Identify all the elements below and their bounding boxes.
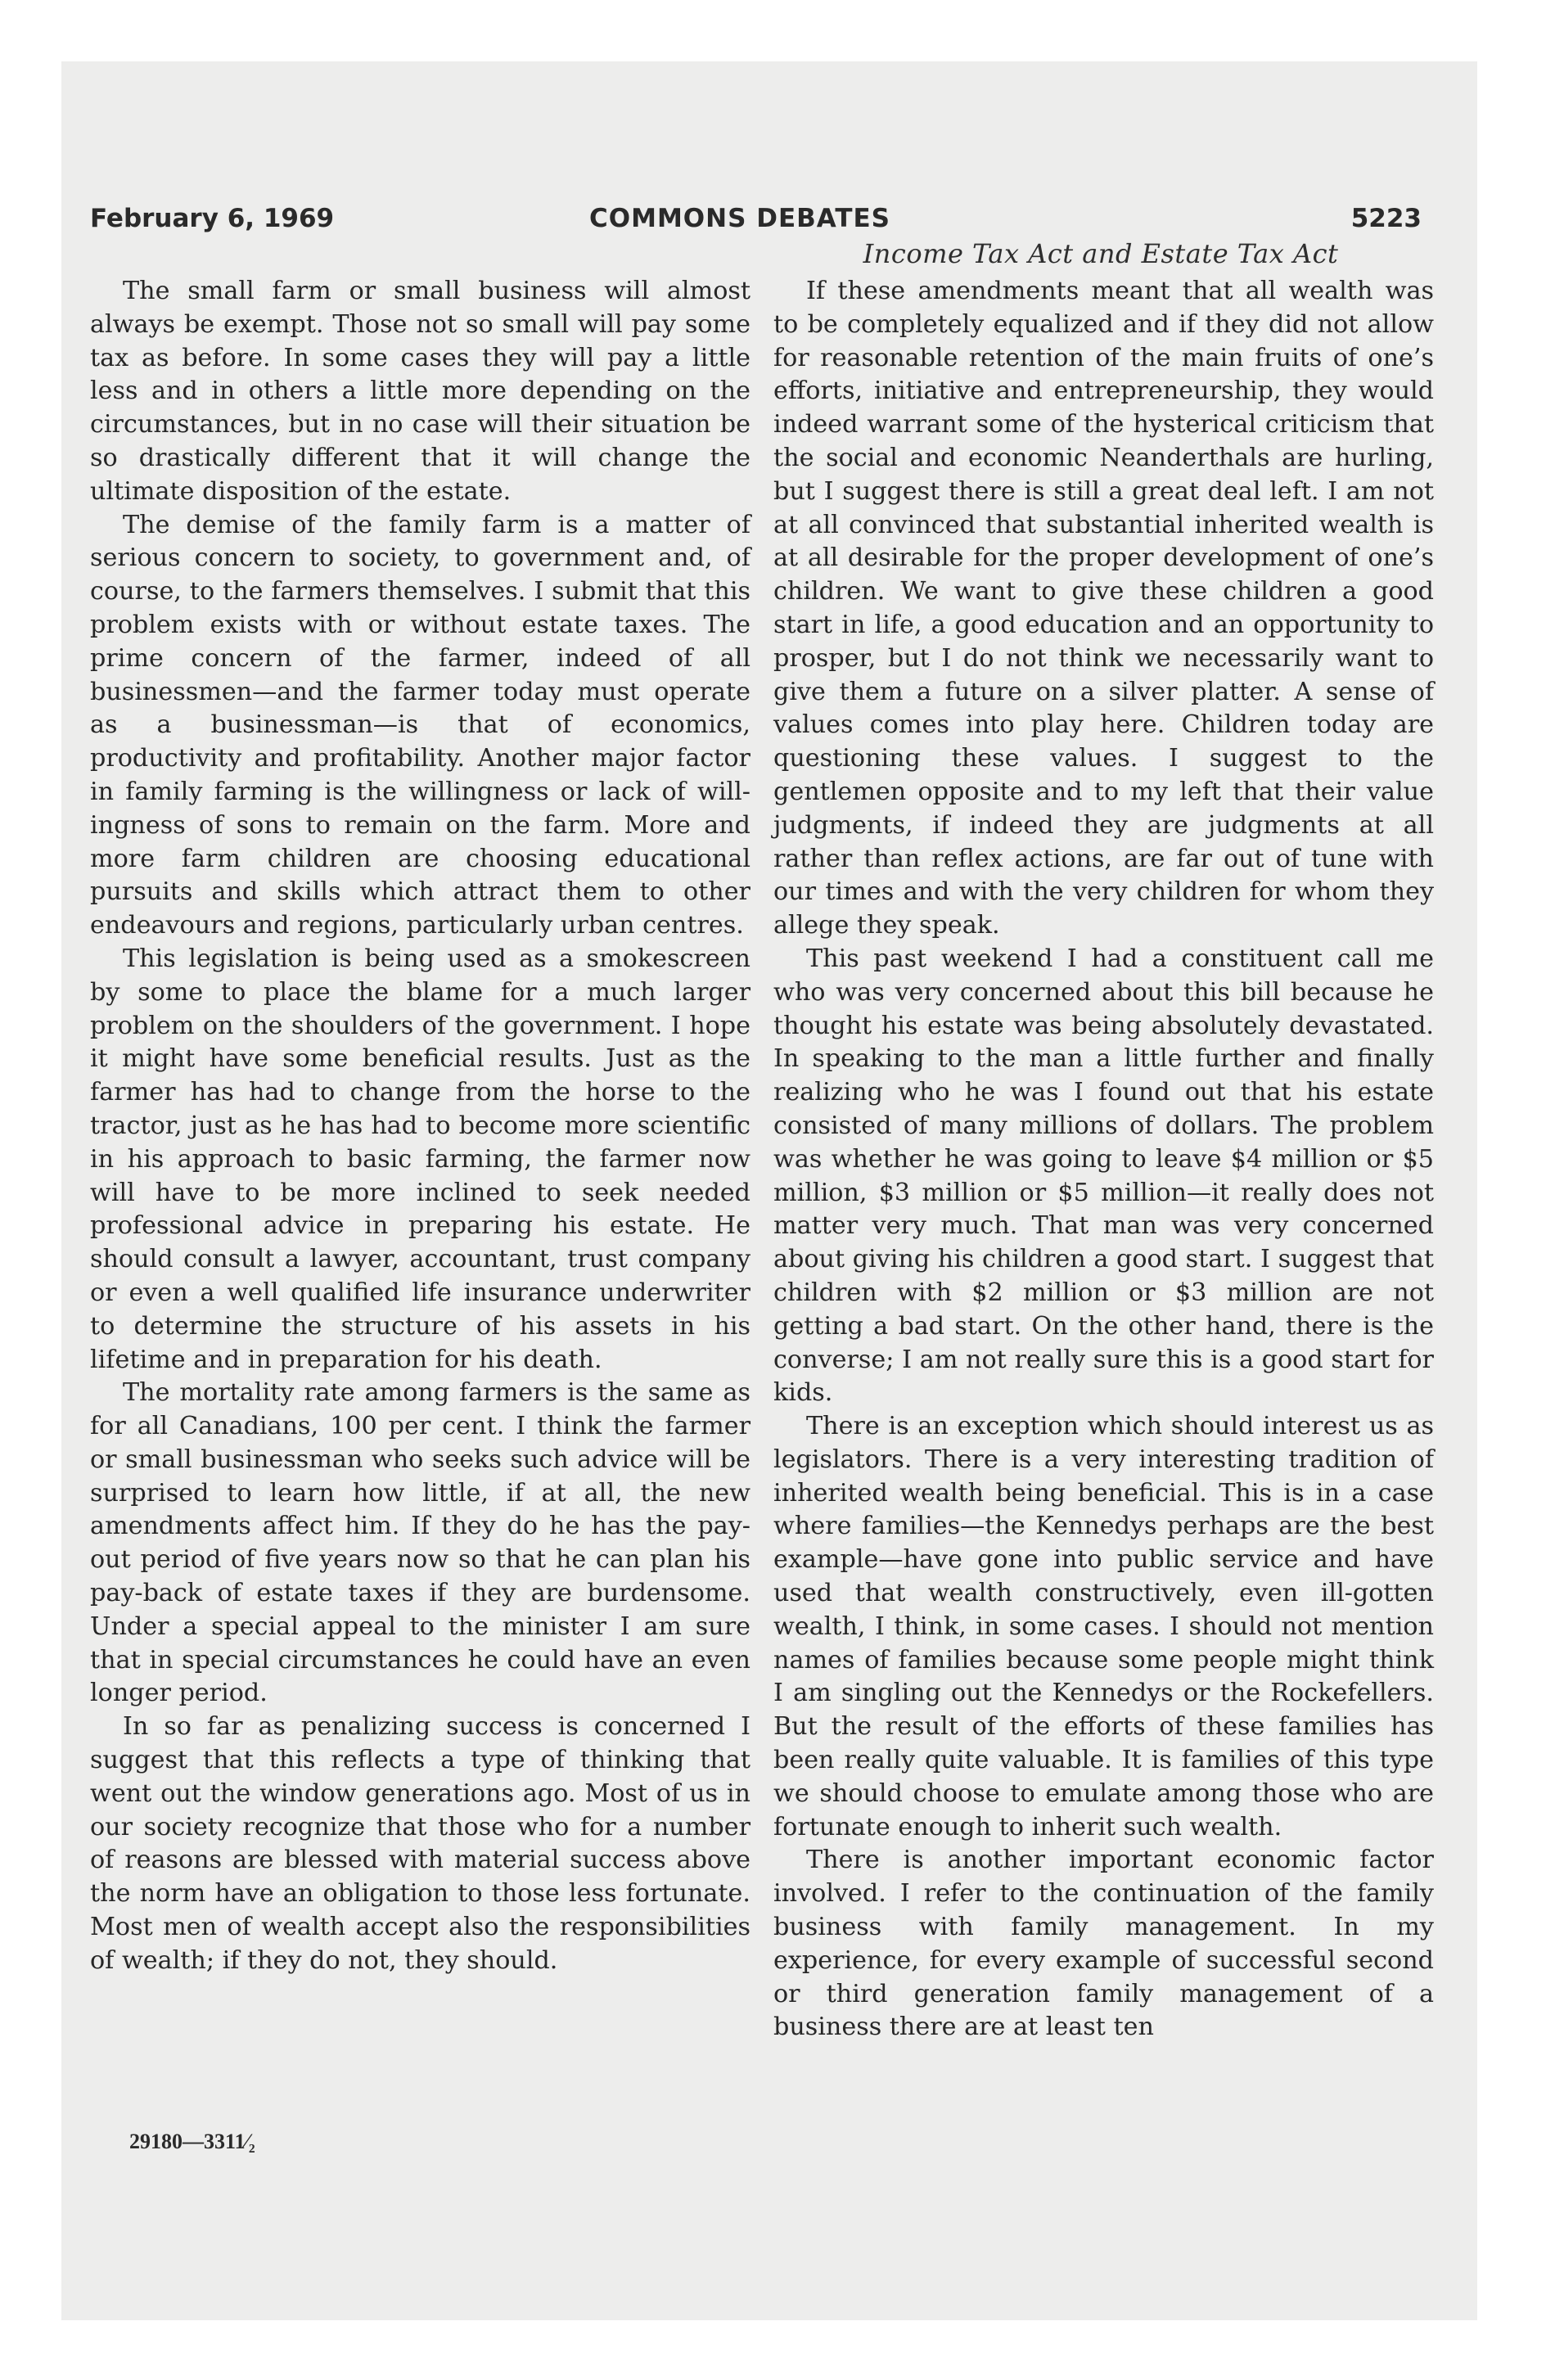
right-column xyxy=(773,275,1434,2044)
header-date: February 6, 1969 xyxy=(90,204,335,233)
paragraph: The demise of the family farm is a matter of serious concern to society, to government and, of course, to the farmers themselves. I submit that this problem exists with or without estate taxes. The prime concern of the farmer, indeed of all businessmen—and the farmer today must operate as a businessman—is that of economics, productivity and profitability. Another major factor in family farming is the willingness or lack of willingness of sons to remain on the farm. More and more farm children are choosing educational pursuits and skills which attract them to other endeavours and regions, particularly urban centres. xyxy=(90,510,750,940)
footer-print-code: 29180—3311⁄₂ xyxy=(129,2130,255,2153)
paragraph: This past weekend I had a constituent call me who was very concerned about this bill because he thought his estate was being absolutely devastated. In speaking to the man a little further and finally realizing who he was I found out that his estate consisted of many millions of dollars. The problem was whether he was going to leave $4 million or $5 million, $3 million or $5 million—it really does not matter very much. That man was very concerned about giving his children a good start. I suggest that children with $2 million or $3 million are not getting a bad start. On the other hand, there is the converse; I am not really sure this is a good start for kids. xyxy=(773,944,1434,1408)
left-column xyxy=(90,275,750,1978)
header-publication: COMMONS DEBATES xyxy=(589,204,890,233)
paragraph: This legislation is being used as a smokescreen by some to place the blame for a much larger problem on the shoulders of the government. I hope it might have some beneficial results. Just as the farmer has had to change from the horse to the tractor, just as he has had to become more scientific in his approach to basic farming, the farmer now will have to be more inclined to seek needed professional advice in preparing his estate. He should consult a lawyer, accountant, trust company or even a well qualified life insurance underwriter to determine the structure of his assets in his lifetime and in preparation for his death. xyxy=(90,944,750,1374)
paragraph: The mortality rate among farmers is the same as for all Canadians, 100 per cent. I think the farmer or small businessman who seeks such advice will be surprised to learn how little, if at all, the new amendments affect him. If they do he has the pay-out period of five years now so that he can plan his pay-back of estate taxes if they are burdensome. Under a special appeal to the minister I am sure that in special circumstances he could have an even longer period. xyxy=(90,1378,750,1708)
paragraph: There is another important economic factor involved. I refer to the continuation of the family business with family management. In my experience, for every example of successful second or third generation family management of a business there are at least ten xyxy=(773,1846,1434,2042)
header-page-number: 5223 xyxy=(1350,204,1422,233)
paragraph: There is an exception which should interest us as legislators. There is a very interesting tradition of inherited wealth being beneficial. This is in a case where families—the Kennedys perhaps are the best example—have gone into public service and have used that wealth constructively, even ill-gotten wealth, I think, in some cases. I should not mention names of families because some people might think I am singling out the Kennedys or the Rockefellers. But the result of the efforts of these families has been really quite valuable. It is families of this type we should choose to emulate among those who are fortunate enough to inherit such wealth. xyxy=(773,1412,1434,1841)
paragraph: In so far as penalizing success is concerned I suggest that this reflects a type of thinking that went out the window generations ago. Most of us in our society recognize that those who for a number of reasons are blessed with material success above the norm have an obligation to those less fortunate. Most men of wealth accept also the responsibilities of wealth; if they do not, they should. xyxy=(90,1712,750,1975)
paragraph: If these amendments meant that all wealth was to be completely equalized and if they did not allow for reasonable retention of the main fruits of one’s efforts, initiative and entrepreneurship, they would indeed warrant some of the hysterical criticism that the social and economic Neanderthals are hurling, but I suggest there is still a great deal left. I am not at all convinced that substantial inherited wealth is at all desirable for the proper development of one’s children. We want to give these children a good start in life, a good education and an opportunity to prosper, but I do not think we necessarily want to give them a future on a silver platter. A sense of values comes into play here. Children today are questioning these values. I suggest to the gentlemen opposite and to my left that their value judgments, if indeed they are judgments at all rather than reflex actions, are far out of tune with our times and with the very children for whom they allege they speak. xyxy=(773,277,1434,940)
paragraph: The small farm or small business will almost always be exempt. Those not so small will pay some tax as before. In some cases they will pay a little less and in others a little more depending on the circumstances, but in no case will their situation be so drastically different that it will change the ultimate disposition of the estate. xyxy=(90,277,750,506)
section-subheading: Income Tax Act and Estate Tax Act xyxy=(863,238,1339,269)
